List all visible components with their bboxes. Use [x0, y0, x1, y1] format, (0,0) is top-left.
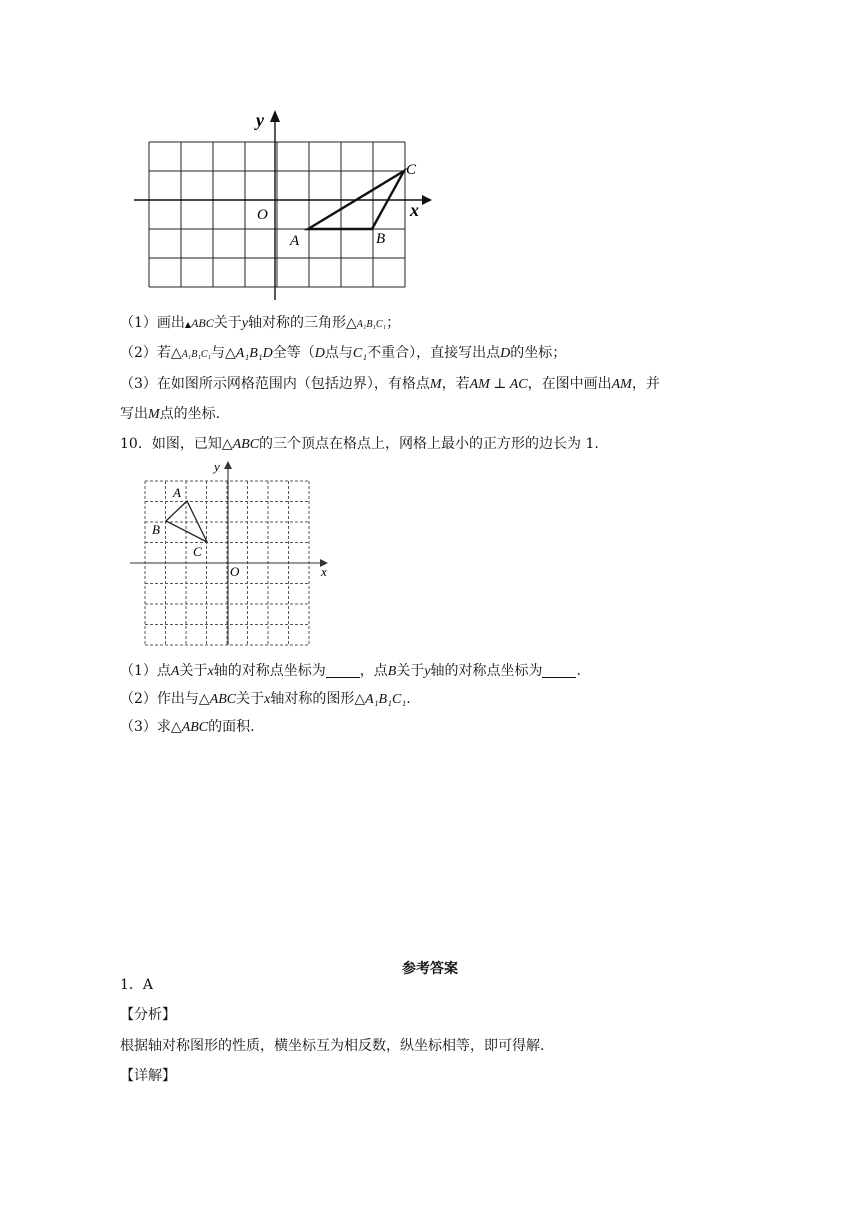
small-triangle-icon: ▲: [184, 320, 192, 329]
point-b-label: B: [376, 231, 386, 247]
answer-item-1: 1．A: [120, 977, 154, 993]
q9-part1: （1）画出▲ABC关于y轴对称的三角形△A₁B₁C₁；: [120, 315, 401, 331]
point-b-label: B: [152, 522, 160, 537]
q10-part1: （1）点A关于x轴的对称点坐标为 ，点B关于y轴的对称点坐标为 .: [120, 663, 581, 679]
point-c-label: C: [406, 162, 417, 178]
q9-part3: （3）在如图所示网格范围内（包括边界），有格点M，若AM ⊥ AC，在图中画出AM，并: [120, 376, 660, 392]
x-axis-arrow: [422, 195, 432, 205]
analysis-label: 【分析】: [120, 1007, 176, 1023]
detail-label: 【详解】: [120, 1068, 176, 1084]
x-axis-label: x: [410, 200, 419, 220]
q10-part3: （3）求△ABC的面积.: [120, 719, 255, 735]
x-axis-label: x: [321, 564, 327, 579]
answer-blank[interactable]: [326, 663, 360, 678]
point-a-label: A: [173, 485, 181, 500]
analysis-text: 根据轴对称图形的性质，横坐标互为相反数，纵坐标相等，即可得解.: [120, 1038, 545, 1054]
point-c-label: C: [193, 544, 202, 559]
figure-1-grid: [0, 0, 860, 320]
y-axis-arrow: [270, 110, 280, 122]
q9-part2: （2）若△A₁B₁C₁与△A₁B₁D全等（D点与C₁不重合），直接写出点D的坐标；: [120, 345, 567, 361]
answer-blank[interactable]: [542, 663, 576, 678]
y-axis-arrow: [224, 461, 232, 469]
answers-title: 参考答案: [402, 961, 458, 977]
q10-part2: （2）作出与△ABC关于x轴对称的图形△A₁B₁C₁.: [120, 691, 411, 707]
figure-2-grid: [0, 455, 860, 655]
y-axis-label: y: [256, 110, 264, 130]
origin-label: O: [230, 564, 240, 579]
origin-label: O: [257, 207, 268, 223]
point-a-label: A: [290, 233, 300, 249]
q9-part3-line2: 写出M点的坐标.: [120, 406, 221, 422]
y-axis-label: y: [214, 459, 220, 474]
q10-stem: 10．如图，已知△ABC的三个顶点在格点上，网格上最小的正方形的边长为 1.: [120, 436, 599, 452]
